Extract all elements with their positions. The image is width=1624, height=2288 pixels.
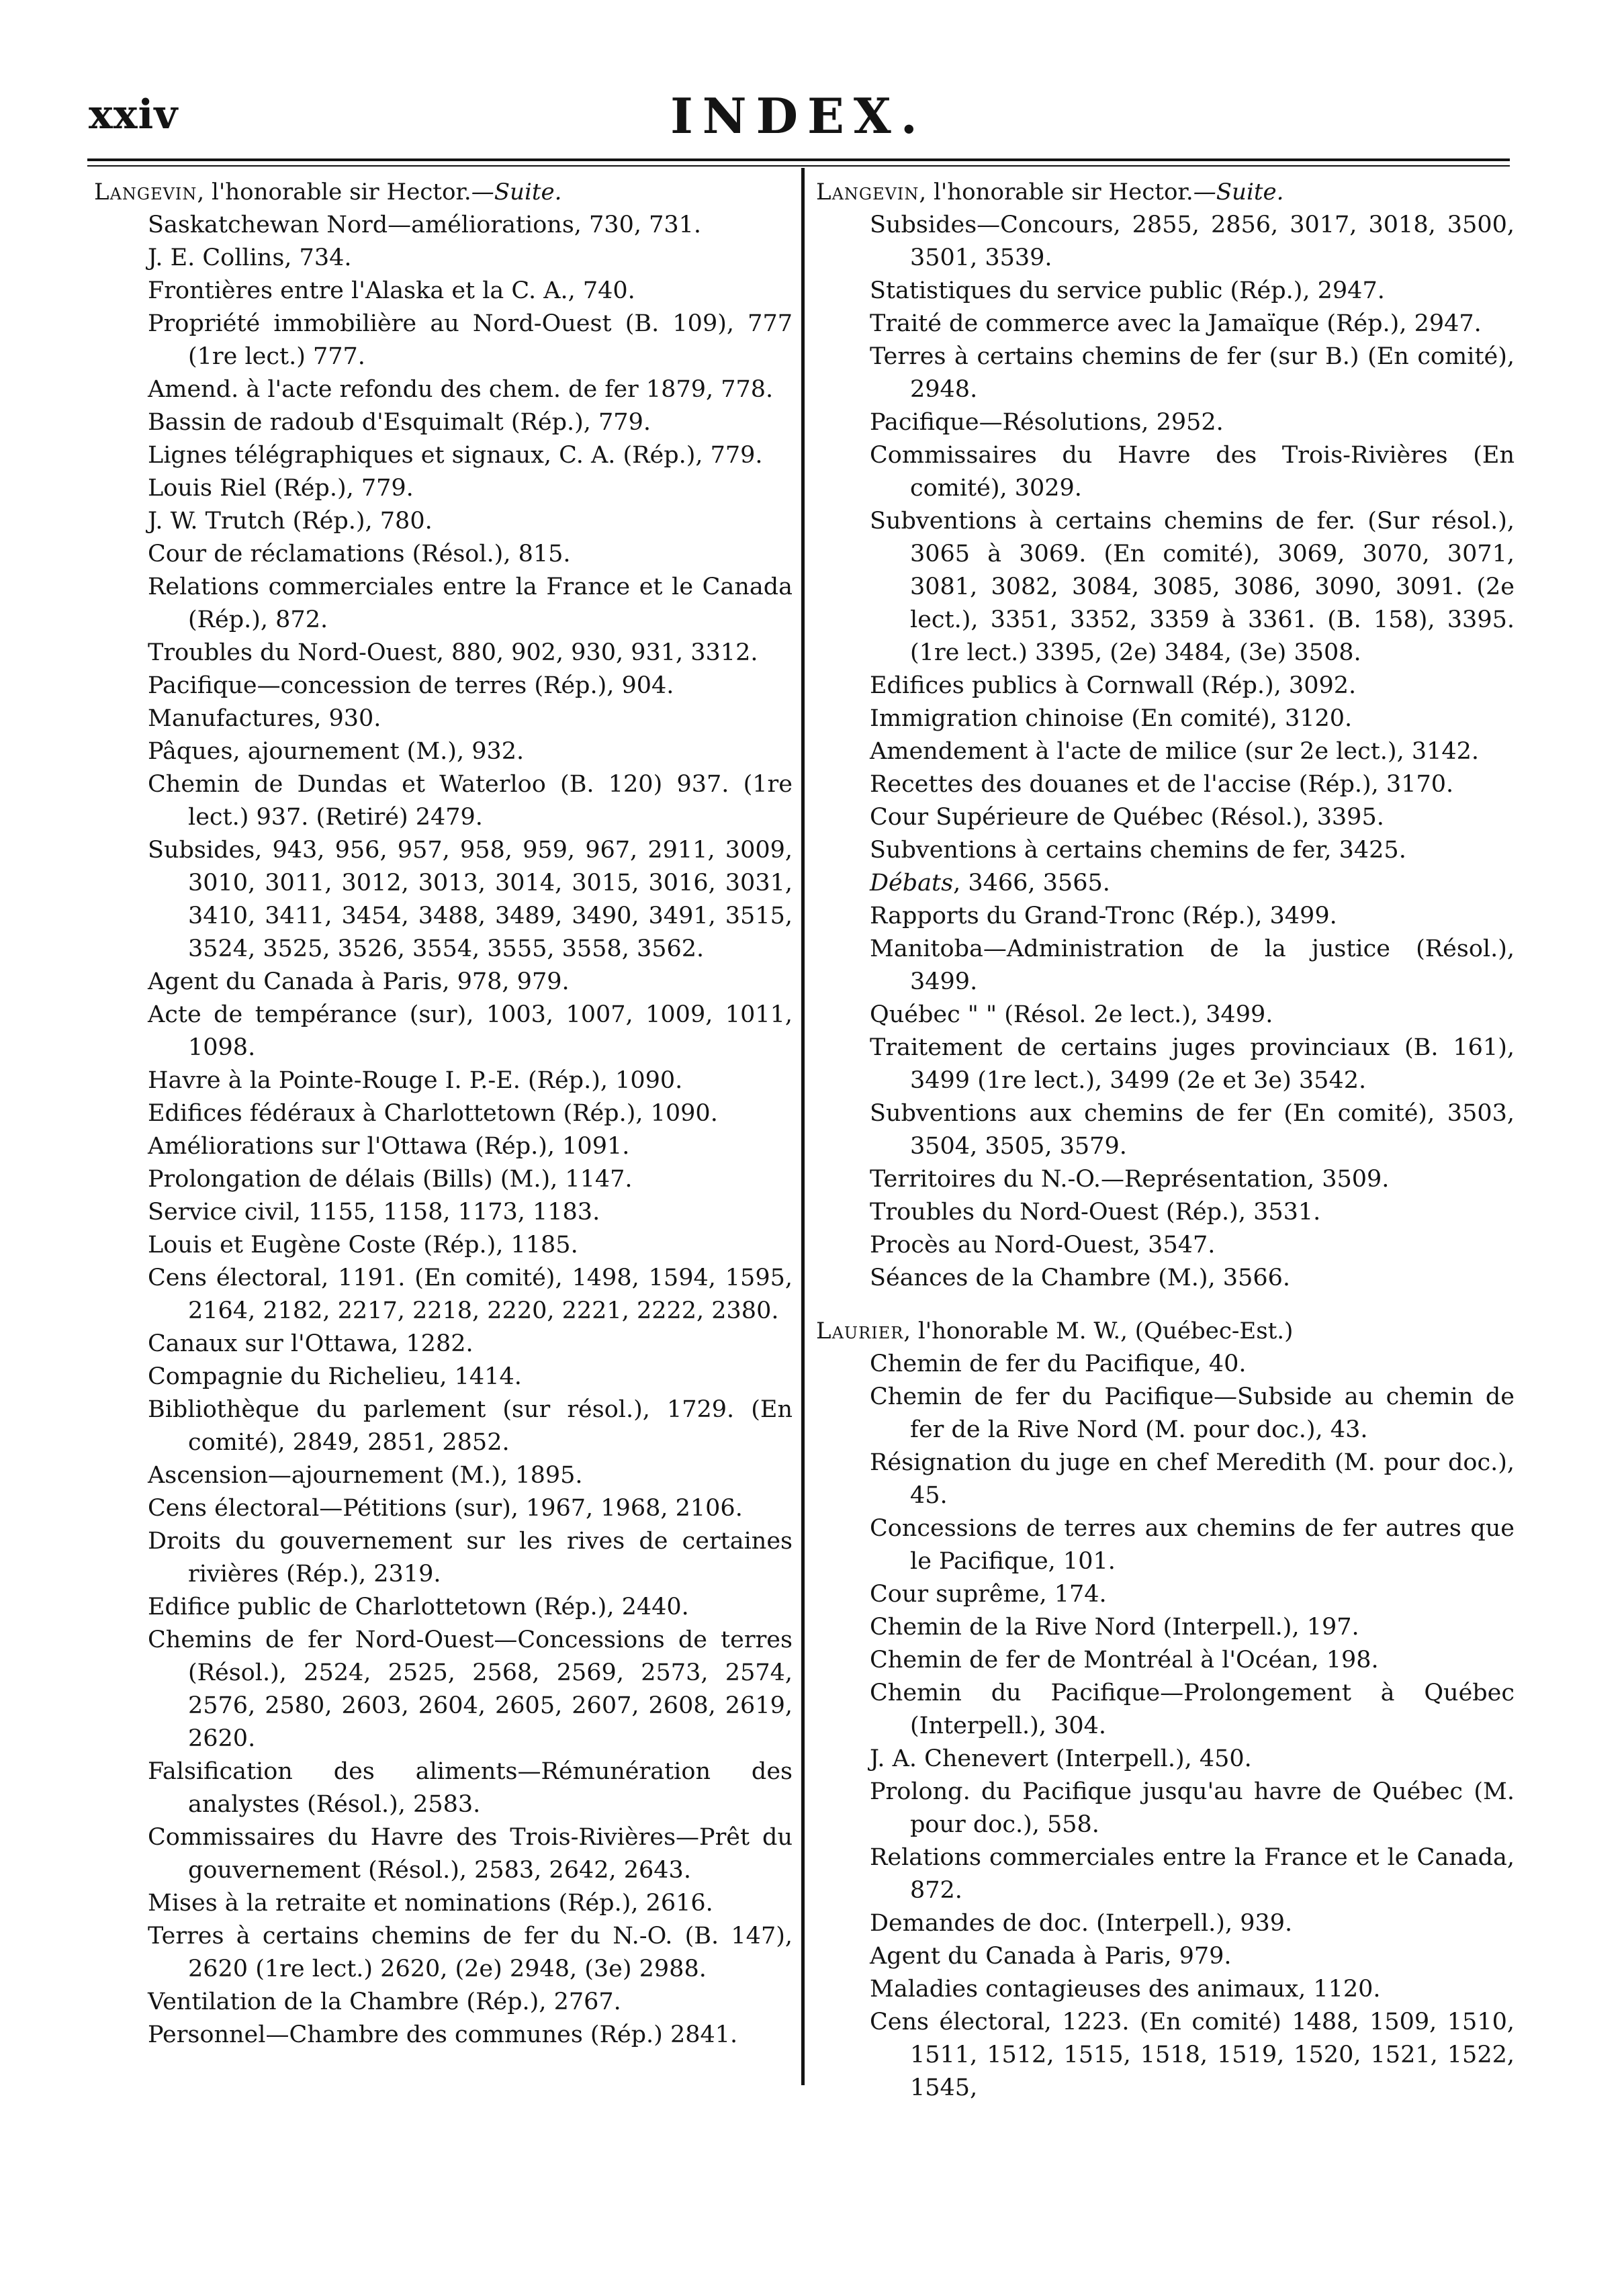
index-subentry: Havre à la Pointe-Rouge I. P.-E. (Rép.), 1090. — [148, 1067, 683, 1094]
index-subentry: Chemin de fer du Pacifique—Subside au chemin de fer de la Rive Nord (M. pour doc.), 43. — [870, 1383, 1515, 1443]
index-subentry: Procès au Nord-Ouest, 3547. — [870, 1232, 1216, 1259]
index-subentry: Commissaires du Havre des Trois-Rivières (En comité), 3029. — [870, 442, 1515, 502]
index-subentry: Chemins de fer Nord-Ouest—Concessions de terres (Résol.), 2524, 2525, 2568, 2569, 2573, 2574, 2576, 2580, 2603, 2604, 2605, 2607, 2608, 2619, 2620. — [148, 1627, 793, 1752]
index-entry — [816, 176, 1515, 1295]
index-subentry: Troubles du Nord-Ouest, 880, 902, 930, 931, 3312. — [148, 639, 758, 666]
index-subentry: Pâques, ajournement (M.), 932. — [148, 738, 525, 765]
index-subentry: Propriété immobilière au Nord-Ouest (B. 109), 777 (1re lect.) 777. — [148, 310, 793, 370]
index-subentry: Terres à certains chemins de fer du N.-O. (B. 147), 2620 (1re lect.) 2620, (2e) 2948, (3e) 2988. — [148, 1923, 793, 1982]
index-subentry: Cour Supérieure de Québec (Résol.), 3395. — [870, 804, 1384, 831]
entry-title: , l'honorable sir Hector. — [919, 179, 1193, 205]
index-subentry: Ventilation de la Chambre (Rép.), 2767. — [148, 1988, 621, 2015]
index-subentry: Edifices publics à Cornwall (Rép.), 3092. — [870, 672, 1357, 699]
index-subentry: Louis et Eugène Coste (Rép.), 1185. — [148, 1232, 578, 1259]
index-subentry: J. E. Collins, 734. — [148, 244, 352, 271]
index-subentry: Cens électoral, 1191. (En comité), 1498, 1594, 1595, 2164, 2182, 2217, 2218, 2220, 2221, 2222, 2380. — [148, 1265, 793, 1324]
index-subentry: Pacifique—concession de terres (Rép.), 904. — [148, 672, 674, 699]
index-subentry: Subsides, 943, 956, 957, 958, 959, 967, 2911, 3009, 3010, 3011, 3012, 3013, 3014, 3015, 3016, 3031, 3410, 3411, 3454, 3488, 3489, 3490, 3491, 3515, 3524, 3525, 3526, 3554, 3555, 3558, 3562. — [148, 837, 793, 962]
index-subentry: Prolong. du Pacifique jusqu'au havre de Québec (M. pour doc.), 558. — [870, 1778, 1515, 1838]
index-subentry: Bassin de radoub d'Esquimalt (Rép.), 779. — [148, 409, 651, 436]
index-subentry: Territoires du N.-O.—Représentation, 3509. — [870, 1166, 1390, 1193]
column-divider — [801, 168, 805, 2085]
index-subentry: Chemin de fer de Montréal à l'Océan, 198. — [870, 1647, 1379, 1674]
index-subentry: Améliorations sur l'Ottawa (Rép.), 1091. — [148, 1133, 630, 1160]
index-subentry: Statistiques du service public (Rép.), 2947. — [870, 277, 1385, 304]
index-subentry: Edifice public de Charlottetown (Rép.), 2440. — [148, 1594, 689, 1620]
index-subentry: Compagnie du Richelieu, 1414. — [148, 1363, 522, 1390]
index-column-right — [816, 176, 1515, 2125]
index-subentry: Commissaires du Havre des Trois-Rivières—Prêt du gouvernement (Résol.), 2583, 2642, 2643. — [148, 1824, 793, 1884]
index-subentry: Immigration chinoise (En comité), 3120. — [870, 705, 1353, 732]
index-subentry: Subventions à certains chemins de fer, 3425. — [870, 837, 1406, 864]
index-subentry: Maladies contagieuses des animaux, 1120. — [870, 1976, 1381, 2003]
page-header — [87, 82, 1510, 144]
entry-surname: Laurier — [816, 1318, 904, 1344]
index-subentry: Frontières entre l'Alaska et la C. A., 740. — [148, 277, 635, 304]
page-title: INDEX. — [670, 87, 927, 144]
index-subentry: Mises à la retraite et nominations (Rép.), 2616. — [148, 1890, 713, 1917]
index-subentry: Amendement à l'acte de milice (sur 2e lect.), 3142. — [870, 738, 1480, 765]
index-subentry: Relations commerciales entre la France et le Canada (Rép.), 872. — [148, 574, 793, 633]
index-subentry: Manufactures, 930. — [148, 705, 381, 732]
entry-heading — [816, 176, 1515, 209]
entry-heading — [94, 176, 793, 209]
entry-suite: —Suite. — [471, 179, 562, 205]
index-subentry: Ascension—ajournement (M.), 1895. — [148, 1462, 583, 1489]
index-subentry: Agent du Canada à Paris, 978, 979. — [148, 968, 570, 995]
index-subentry: Cens électoral—Pétitions (sur), 1967, 1968, 2106. — [148, 1495, 743, 1522]
entry-suite: —Suite. — [1193, 179, 1284, 205]
index-subentry: Chemin de la Rive Nord (Interpell.), 197. — [870, 1614, 1359, 1641]
index-subentry: Lignes télégraphiques et signaux, C. A. (Rép.), 779. — [148, 442, 763, 469]
entry-surname: Langevin — [816, 179, 919, 205]
index-subentry: Cour suprême, 174. — [870, 1581, 1107, 1608]
entry-title: , l'honorable sir Hector. — [197, 179, 471, 205]
index-subentry: Recettes des douanes et de l'accise (Rép.), 3170. — [870, 771, 1454, 798]
index-entry — [816, 1315, 1515, 2105]
index-subentry: Manitoba—Administration de la justice (Résol.), 3499. — [870, 935, 1515, 995]
index-subentry: Troubles du Nord-Ouest (Rép.), 3531. — [870, 1199, 1321, 1226]
index-subentry: Edifices fédéraux à Charlottetown (Rép.), 1090. — [148, 1100, 718, 1127]
index-subentry: Québec " " (Résol. 2e lect.), 3499. — [870, 1001, 1273, 1028]
index-subentry: Demandes de doc. (Interpell.), 939. — [870, 1910, 1293, 1937]
index-subentry: Cour de réclamations (Résol.), 815. — [148, 541, 571, 567]
index-subentry: Acte de tempérance (sur), 1003, 1007, 1009, 1011, 1098. — [148, 1001, 793, 1061]
index-subentry: Chemin du Pacifique—Prolongement à Québec (Interpell.), 304. — [870, 1680, 1515, 1739]
entry-heading — [816, 1315, 1515, 1348]
index-subentry: Débats, 3466, 3565. — [870, 870, 1110, 897]
entry-title: , l'honorable M. W., (Québec-Est.) — [903, 1318, 1294, 1344]
index-entry — [94, 176, 793, 2052]
index-subentry: Falsification des aliments—Rémunération des analystes (Résol.), 2583. — [148, 1758, 793, 1818]
index-subentry: Agent du Canada à Paris, 979. — [870, 1943, 1232, 1970]
index-column-left — [94, 176, 793, 2072]
index-subentry: Chemin de Dundas et Waterloo (B. 120) 937. (1re lect.) 937. (Retiré) 2479. — [148, 771, 793, 831]
index-subentry: Canaux sur l'Ottawa, 1282. — [148, 1330, 473, 1357]
index-subentry: Traité de commerce avec la Jamaïque (Rép.), 2947. — [870, 310, 1482, 337]
index-subentry: Concessions de terres aux chemins de fer autres que le Pacifique, 101. — [870, 1515, 1515, 1575]
index-subentry: J. W. Trutch (Rép.), 780. — [148, 508, 433, 535]
index-subentry: Pacifique—Résolutions, 2952. — [870, 409, 1224, 436]
index-subentry: Bibliothèque du parlement (sur résol.), 1729. (En comité), 2849, 2851, 2852. — [148, 1396, 793, 1456]
index-subentry: Subventions à certains chemins de fer. (Sur résol.), 3065 à 3069. (En comité), 3069, 3070, 3071, 3081, 3082, 3084, 3085, 3086, 3090, 3091. (2e lect.), 3351, 3352, 3359 à 3361. (B. 158), 3395. (1re lect.) 3395, (2e) 3484, (3e) 3508. — [870, 508, 1515, 666]
index-subentry: Résignation du juge en chef Meredith (M. pour doc.), 45. — [870, 1449, 1515, 1509]
index-subentry: Rapports du Grand-Tronc (Rép.), 3499. — [870, 903, 1337, 929]
header-rule — [87, 158, 1510, 167]
index-subentry: Personnel—Chambre des communes (Rép.) 2841. — [148, 2021, 738, 2048]
index-subentry: Terres à certains chemins de fer (sur B.) (En comité), 2948. — [870, 343, 1515, 403]
index-subentry: Louis Riel (Rép.), 779. — [148, 475, 414, 502]
index-subentry: Cens électoral, 1223. (En comité) 1488, 1509, 1510, 1511, 1512, 1515, 1518, 1519, 1520, 1521, 1522, 1545, — [870, 2009, 1515, 2101]
index-subentry: Chemin de fer du Pacifique, 40. — [870, 1351, 1247, 1377]
index-subentry: Service civil, 1155, 1158, 1173, 1183. — [148, 1199, 600, 1226]
index-subentry: Subventions aux chemins de fer (En comité), 3503, 3504, 3505, 3579. — [870, 1100, 1515, 1160]
index-subentry: Amend. à l'acte refondu des chem. de fer 1879, 778. — [148, 376, 774, 403]
page-number: xxiv — [89, 91, 179, 138]
index-subentry: Traitement de certains juges provinciaux (B. 161), 3499 (1re lect.), 3499 (2e et 3e) 3542. — [870, 1034, 1515, 1094]
index-subentry: Saskatchewan Nord—améliorations, 730, 731. — [148, 212, 702, 238]
index-subentry: Subsides—Concours, 2855, 2856, 3017, 3018, 3500, 3501, 3539. — [870, 212, 1515, 271]
index-subentry: Droits du gouvernement sur les rives de certaines rivières (Rép.), 2319. — [148, 1528, 793, 1588]
index-subentry: J. A. Chenevert (Interpell.), 450. — [870, 1745, 1252, 1772]
index-subentry: Séances de la Chambre (M.), 3566. — [870, 1265, 1291, 1291]
index-subentry: Relations commerciales entre la France et le Canada, 872. — [870, 1844, 1515, 1904]
entry-surname: Langevin — [94, 179, 197, 205]
index-subentry: Prolongation de délais (Bills) (M.), 1147. — [148, 1166, 633, 1193]
